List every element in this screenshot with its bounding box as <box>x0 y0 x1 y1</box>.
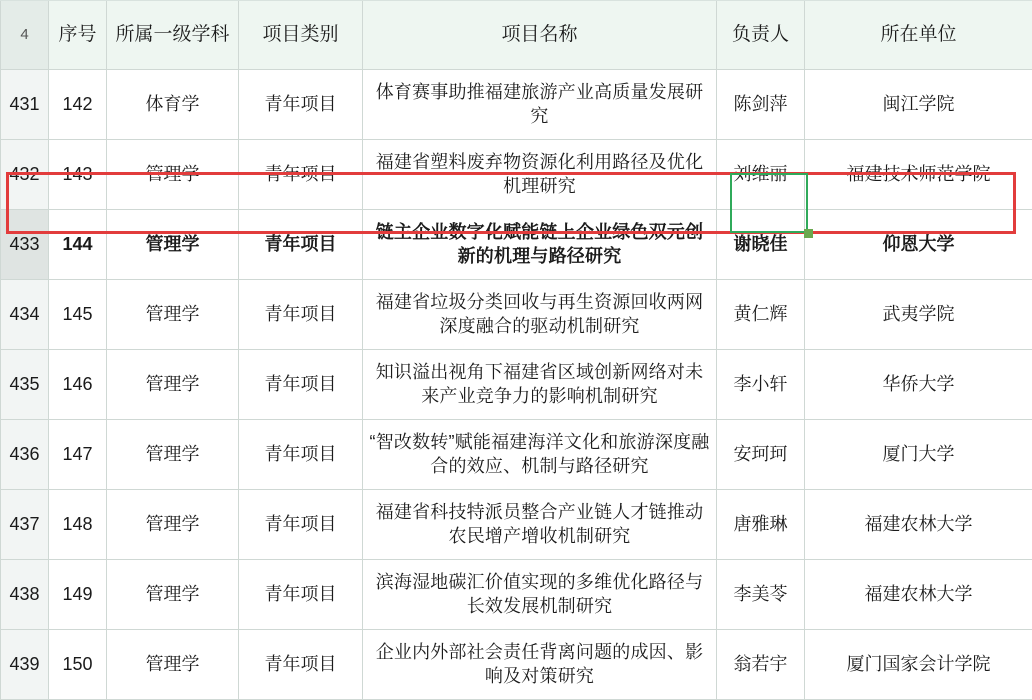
cell-discipline[interactable]: 管理学 <box>107 350 239 420</box>
row-number[interactable]: 437 <box>1 490 49 560</box>
cell-discipline[interactable]: 管理学 <box>107 140 239 210</box>
cell-leader[interactable]: 谢晓佳 <box>717 210 805 280</box>
cell-discipline[interactable]: 管理学 <box>107 280 239 350</box>
row-number[interactable]: 439 <box>1 630 49 700</box>
cell-unit[interactable]: 闽江学院 <box>805 70 1032 140</box>
cell-unit[interactable]: 武夷学院 <box>805 280 1032 350</box>
cell-category[interactable]: 青年项目 <box>239 140 363 210</box>
table-row[interactable] <box>1 420 1032 490</box>
cell-seq[interactable]: 144 <box>49 210 107 280</box>
cell-project-name[interactable]: 知识溢出视角下福建省区域创新网络对未来产业竞争力的影响机制研究 <box>363 350 717 420</box>
cell-discipline[interactable]: 体育学 <box>107 70 239 140</box>
cell-unit[interactable]: 仰恩大学 <box>805 210 1032 280</box>
cell-category[interactable]: 青年项目 <box>239 630 363 700</box>
row-number[interactable]: 434 <box>1 280 49 350</box>
table-row[interactable] <box>1 630 1032 700</box>
cell-unit[interactable]: 福建农林大学 <box>805 490 1032 560</box>
row-number[interactable]: 435 <box>1 350 49 420</box>
column-header-project[interactable]: 项目名称 <box>363 1 717 70</box>
cell-category[interactable]: 青年项目 <box>239 280 363 350</box>
cell-category[interactable]: 青年项目 <box>239 420 363 490</box>
column-header-seq[interactable]: 序号 <box>49 1 107 70</box>
row-number[interactable]: 432 <box>1 140 49 210</box>
cell-seq[interactable]: 145 <box>49 280 107 350</box>
column-header-category[interactable]: 项目类别 <box>239 1 363 70</box>
table-header-row <box>1 1 1032 70</box>
cell-leader[interactable]: 陈剑萍 <box>717 70 805 140</box>
cell-discipline[interactable]: 管理学 <box>107 490 239 560</box>
cell-category[interactable]: 青年项目 <box>239 560 363 630</box>
table-row[interactable] <box>1 140 1032 210</box>
cell-leader[interactable]: 李小轩 <box>717 350 805 420</box>
cell-unit[interactable]: 福建农林大学 <box>805 560 1032 630</box>
cell-discipline[interactable]: 管理学 <box>107 210 239 280</box>
row-number[interactable]: 431 <box>1 70 49 140</box>
cell-discipline[interactable]: 管理学 <box>107 630 239 700</box>
cell-category[interactable]: 青年项目 <box>239 350 363 420</box>
column-header-unit[interactable]: 所在单位 <box>805 1 1032 70</box>
row-number[interactable]: 438 <box>1 560 49 630</box>
table-row[interactable] <box>1 280 1032 350</box>
sheet-top-edge <box>0 0 1032 1</box>
row-number[interactable]: 436 <box>1 420 49 490</box>
cell-project-name[interactable]: 企业内外部社会责任背离问题的成因、影响及对策研究 <box>363 630 717 700</box>
cell-unit[interactable]: 厦门国家会计学院 <box>805 630 1032 700</box>
cell-discipline[interactable]: 管理学 <box>107 420 239 490</box>
column-header-discipline[interactable]: 所属一级学科 <box>107 1 239 70</box>
cell-seq[interactable]: 146 <box>49 350 107 420</box>
cell-project-name[interactable]: 福建省垃圾分类回收与再生资源回收两网深度融合的驱动机制研究 <box>363 280 717 350</box>
cell-unit[interactable]: 福建技术师范学院 <box>805 140 1032 210</box>
table-row[interactable] <box>1 70 1032 140</box>
cell-unit[interactable]: 厦门大学 <box>805 420 1032 490</box>
cell-leader[interactable]: 唐雅琳 <box>717 490 805 560</box>
sheet-corner-label[interactable]: 4 <box>1 1 49 70</box>
cell-project-name[interactable]: 滨海湿地碳汇价值实现的多维优化路径与长效发展机制研究 <box>363 560 717 630</box>
cell-category[interactable]: 青年项目 <box>239 210 363 280</box>
cell-leader[interactable]: 翁若宇 <box>717 630 805 700</box>
cell-seq[interactable]: 147 <box>49 420 107 490</box>
cell-category[interactable]: 青年项目 <box>239 490 363 560</box>
cell-seq[interactable]: 143 <box>49 140 107 210</box>
column-header-leader[interactable]: 负责人 <box>717 1 805 70</box>
cell-unit[interactable]: 华侨大学 <box>805 350 1032 420</box>
cell-leader[interactable]: 李美苓 <box>717 560 805 630</box>
cell-project-name[interactable]: 体育赛事助推福建旅游产业高质量发展研究 <box>363 70 717 140</box>
cell-leader[interactable]: 黄仁辉 <box>717 280 805 350</box>
cell-seq[interactable]: 149 <box>49 560 107 630</box>
cell-seq[interactable]: 142 <box>49 70 107 140</box>
cell-category[interactable]: 青年项目 <box>239 70 363 140</box>
cell-seq[interactable]: 150 <box>49 630 107 700</box>
cell-project-name[interactable]: 链主企业数字化赋能链上企业绿色双元创新的机理与路径研究 <box>363 210 717 280</box>
cell-project-name[interactable]: 福建省塑料废弃物资源化利用路径及优化机理研究 <box>363 140 717 210</box>
row-number[interactable]: 433 <box>1 210 49 280</box>
cell-project-name[interactable]: 福建省科技特派员整合产业链人才链推动农民增产增收机制研究 <box>363 490 717 560</box>
cell-project-name[interactable]: “智改数转”赋能福建海洋文化和旅游深度融合的效应、机制与路径研究 <box>363 420 717 490</box>
table-row-selected[interactable] <box>1 210 1032 280</box>
table-row[interactable] <box>1 490 1032 560</box>
table-row[interactable] <box>1 560 1032 630</box>
cell-leader[interactable]: 安珂珂 <box>717 420 805 490</box>
cell-leader[interactable]: 刘维丽 <box>717 140 805 210</box>
table-row[interactable] <box>1 350 1032 420</box>
cell-discipline[interactable]: 管理学 <box>107 560 239 630</box>
cell-seq[interactable]: 148 <box>49 490 107 560</box>
